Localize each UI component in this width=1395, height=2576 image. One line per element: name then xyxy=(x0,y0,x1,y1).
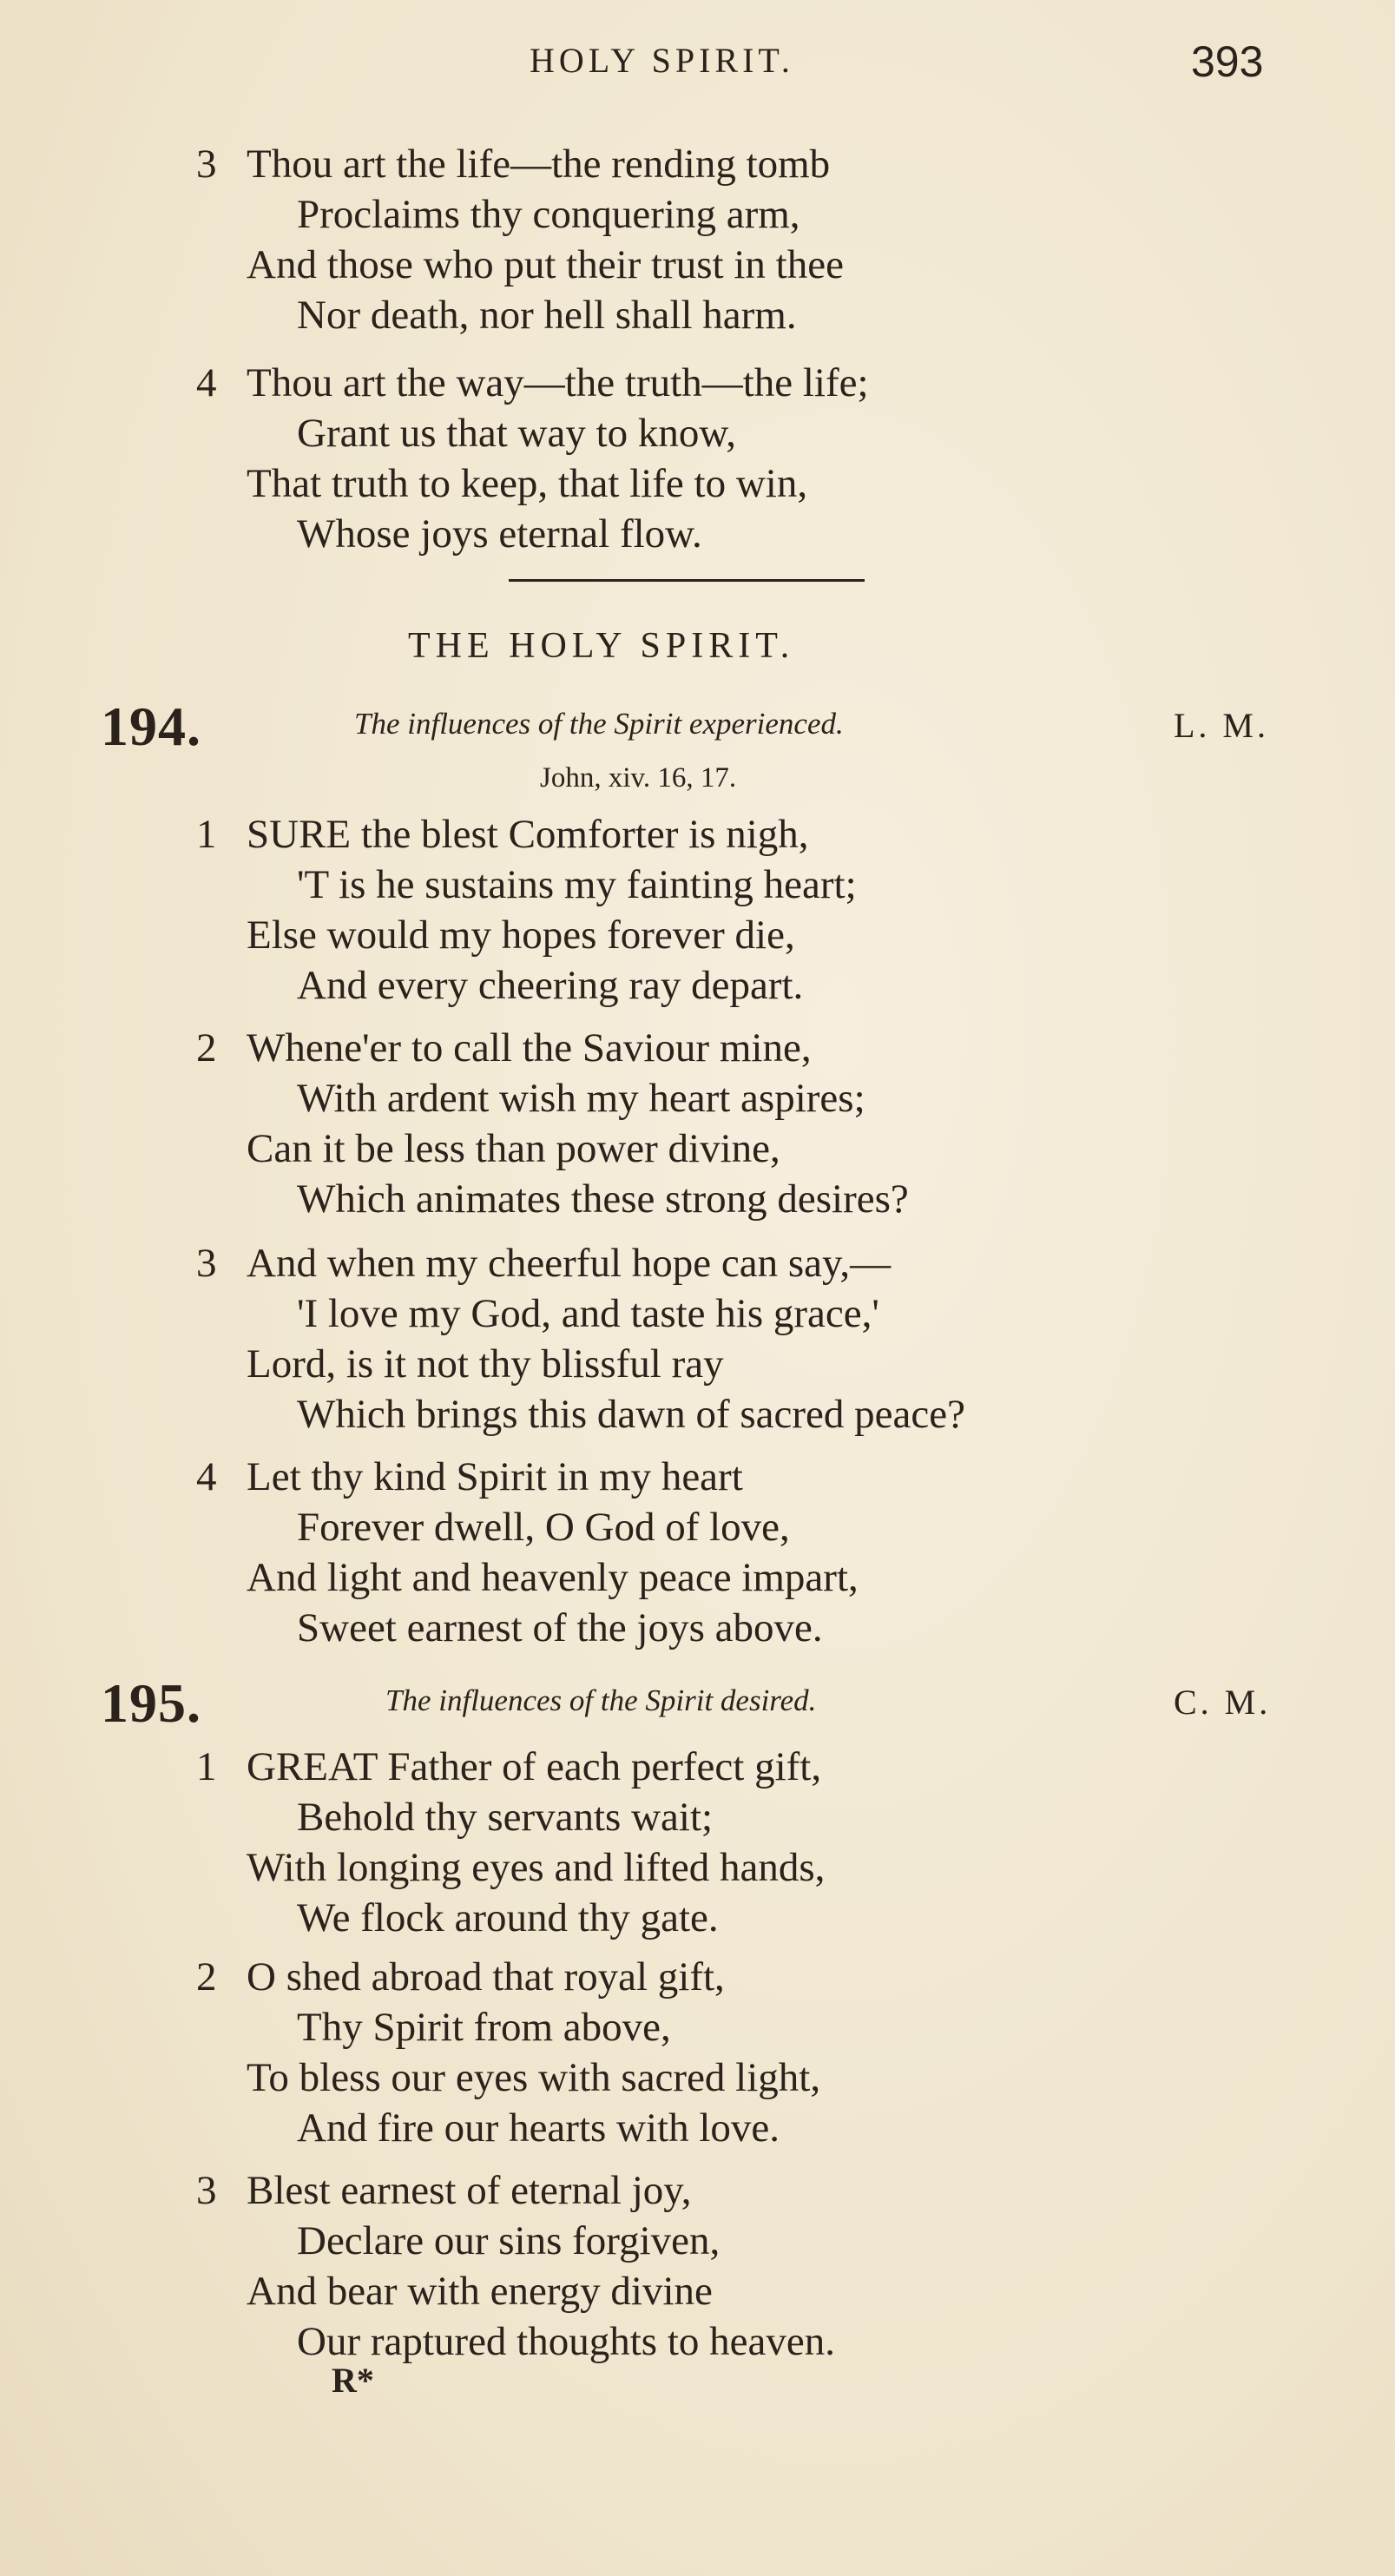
verse-line: 'I love my God, and taste his grace,' xyxy=(297,1291,879,1336)
section-title: THE HOLY SPIRIT. xyxy=(408,626,795,666)
verse-number: 1 xyxy=(196,1744,217,1789)
verse-line: And when my cheerful hope can say,— xyxy=(247,1241,892,1286)
verse-number: 3 xyxy=(196,2168,217,2213)
verse-line: Behold thy servants wait; xyxy=(297,1795,714,1840)
verse-line: Which brings this dawn of sacred peace? xyxy=(297,1392,965,1437)
verse-line: Nor death, nor hell shall harm. xyxy=(297,293,797,338)
verse-line: And fire our hearts with love. xyxy=(297,2105,780,2151)
verse-number: 4 xyxy=(196,1454,217,1499)
verse-line: And light and heavenly peace impart, xyxy=(247,1555,859,1600)
hymn-meter: L. M. xyxy=(1174,706,1269,745)
hymn-194-verse-4 xyxy=(0,1452,1395,1653)
verse-line: Thou art the life—the rending tomb xyxy=(247,142,831,187)
hymn-194-verse-2 xyxy=(0,1023,1395,1224)
verse-top-4 xyxy=(0,358,1395,559)
verse-line: GREAT Father of each perfect gift, xyxy=(247,1744,822,1789)
hymn-195-verse-1 xyxy=(0,1742,1395,1943)
verse-line: Sweet earnest of the joys above. xyxy=(297,1605,823,1650)
verse-line: And bear with energy divine xyxy=(247,2269,713,2314)
hymn-195-verse-2 xyxy=(0,1952,1395,2153)
verse-line: Our raptured thoughts to heaven. xyxy=(297,2319,835,2364)
verse-number: 4 xyxy=(196,360,217,405)
verse-number: 2 xyxy=(196,1954,217,2000)
verse-line: And those who put their trust in thee xyxy=(247,242,844,287)
verse-number: 2 xyxy=(196,1025,217,1071)
verse-line: Which animates these strong desires? xyxy=(297,1176,909,1222)
hymn-scripture: John, xiv. 16, 17. xyxy=(540,762,737,794)
verse-line: O shed abroad that royal gift, xyxy=(247,1954,725,2000)
running-head: HOLY SPIRIT. xyxy=(530,41,794,80)
hymn-caption: The influences of the Spirit experienced. xyxy=(354,707,844,741)
verse-line: Whene'er to call the Saviour mine, xyxy=(247,1025,812,1071)
verse-line: Blest earnest of eternal joy, xyxy=(247,2168,692,2213)
hymn-194-verse-1 xyxy=(0,809,1395,1011)
hymn-number: 195. xyxy=(101,1672,201,1734)
verse-line: SURE the blest Comforter is nigh, xyxy=(247,812,809,857)
verse-number: 3 xyxy=(196,142,217,187)
verse-number: 3 xyxy=(196,1241,217,1286)
hymn-meter: C. M. xyxy=(1174,1683,1272,1722)
signature-mark: R* xyxy=(332,2361,374,2400)
verse-top-3 xyxy=(0,139,1395,340)
verse-line: Lord, is it not thy blissful ray xyxy=(247,1341,724,1387)
verse-line: Proclaims thy conquering arm, xyxy=(297,192,800,237)
verse-line: To bless our eyes with sacred light, xyxy=(247,2055,821,2100)
hymn-caption: The influences of the Spirit desired. xyxy=(385,1683,817,1717)
section-divider xyxy=(509,579,865,582)
verse-line: 'T is he sustains my fainting heart; xyxy=(297,862,857,907)
verse-line: Thy Spirit from above, xyxy=(297,2005,671,2050)
hymn-194-header xyxy=(0,695,1395,755)
page-number: 393 xyxy=(1191,37,1264,86)
verse-number: 1 xyxy=(196,812,217,857)
hymn-195-header xyxy=(0,1671,1395,1732)
verse-line: Else would my hopes forever die, xyxy=(247,912,795,958)
verse-line: Whose joys eternal flow. xyxy=(297,511,702,557)
hymn-194-verse-3 xyxy=(0,1238,1395,1440)
hymn-195-verse-3 xyxy=(0,2165,1395,2367)
verse-line: With longing eyes and lifted hands, xyxy=(247,1845,826,1890)
verse-line: Thou art the way—the truth—the life; xyxy=(247,360,869,405)
verse-line: Declare our sins forgiven, xyxy=(297,2218,721,2263)
verse-line: Forever dwell, O God of love, xyxy=(297,1505,790,1550)
verse-line: And every cheering ray depart. xyxy=(297,963,804,1008)
verse-line: Grant us that way to know, xyxy=(297,411,737,456)
verse-line: Let thy kind Spirit in my heart xyxy=(247,1454,743,1499)
verse-line: That truth to keep, that life to win, xyxy=(247,461,808,506)
verse-line: Can it be less than power divine, xyxy=(247,1126,780,1171)
hymn-number: 194. xyxy=(101,695,201,757)
verse-line: With ardent wish my heart aspires; xyxy=(297,1076,865,1121)
verse-line: We flock around thy gate. xyxy=(297,1895,719,1940)
